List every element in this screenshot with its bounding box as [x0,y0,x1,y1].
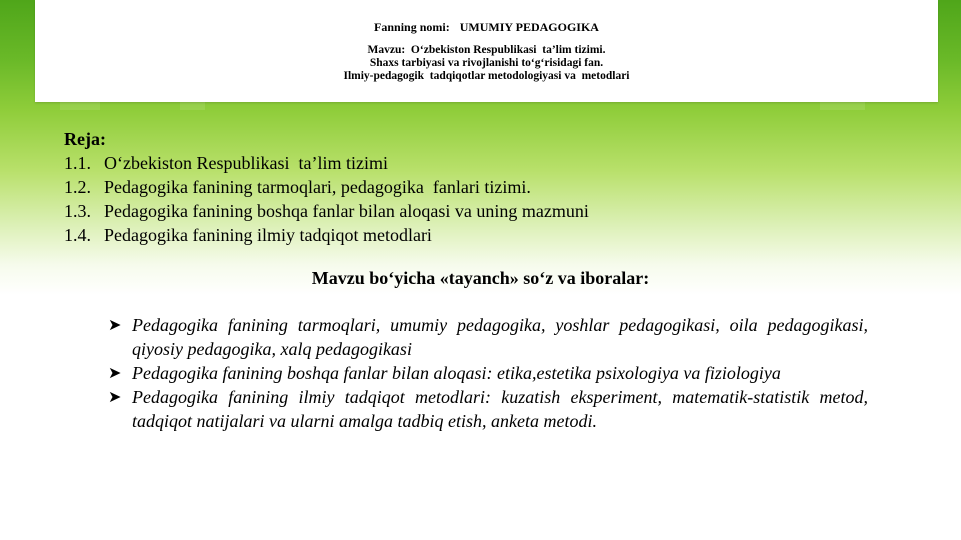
arrowhead-bullet-icon: ➤ [108,315,122,334]
topic-line: Mavzu: O‘zbekiston Respublikasi ta’lim tizimi. [367,44,606,56]
course-value: UMUMIY PEDAGOGIKA [459,20,599,34]
plan-item-text: Pedagogika fanining boshqa fanlar bilan aloqasi va uning mazmuni [104,201,589,221]
plan-item-number: 1.2. [64,177,91,197]
plan-item [64,151,589,175]
keyword-item [108,313,868,361]
plan-item-number: 1.4. [64,225,91,245]
keyword-item-text: Pedagogika fanining tarmoqlari, umumiy pedagogika, yoshlar pedagogikasi, oila pedagogikasi, qiyosiy pedagogika, xalq pedagogikasi [132,315,868,359]
keywords-list [108,313,868,433]
plan-title: Reja: [64,129,106,149]
topic-block [35,44,938,83]
keyword-item-text: Pedagogika fanining ilmiy tadqiqot metodlari: kuzatish eksperiment, matematik-statistik metod, tadqiqot natijalari va ularni amalga tadbiq etish, anketa metodi. [132,387,868,431]
course-label: Fanning nomi: [374,20,450,34]
plan-section [64,127,589,247]
plan-item-number: 1.1. [64,153,91,173]
plan-item-number: 1.3. [64,201,91,221]
keyword-item-text: Pedagogika fanining boshqa fanlar bilan aloqasi: etika,estetika psixologiya va fiziologiya [132,363,781,383]
topic-line: Shaxs tarbiyasi va rivojlanishi to‘g‘risidagi fan. [369,57,604,69]
plan-item [64,223,589,247]
keyword-item [108,361,868,385]
plan-item-text: O‘zbekiston Respublikasi ta’lim tizimi [104,153,388,173]
plan-item [64,199,589,223]
arrowhead-bullet-icon: ➤ [108,363,122,382]
course-title [35,20,938,34]
arrowhead-bullet-icon: ➤ [108,387,122,406]
topic-line: Ilmiy-pedagogik tadqiqotlar metodologiyasi va metodlari [343,70,630,82]
slide-header [35,0,938,102]
plan-item-text: Pedagogika fanining tarmoqlari, pedagogika fanlari tizimi. [104,177,531,197]
plan-item-text: Pedagogika fanining ilmiy tadqiqot metodlari [104,225,432,245]
plan-item [64,175,589,199]
keywords-title: Mavzu bo‘yicha «tayanch» so‘z va iboralar: [311,268,650,288]
keyword-item [108,385,868,433]
